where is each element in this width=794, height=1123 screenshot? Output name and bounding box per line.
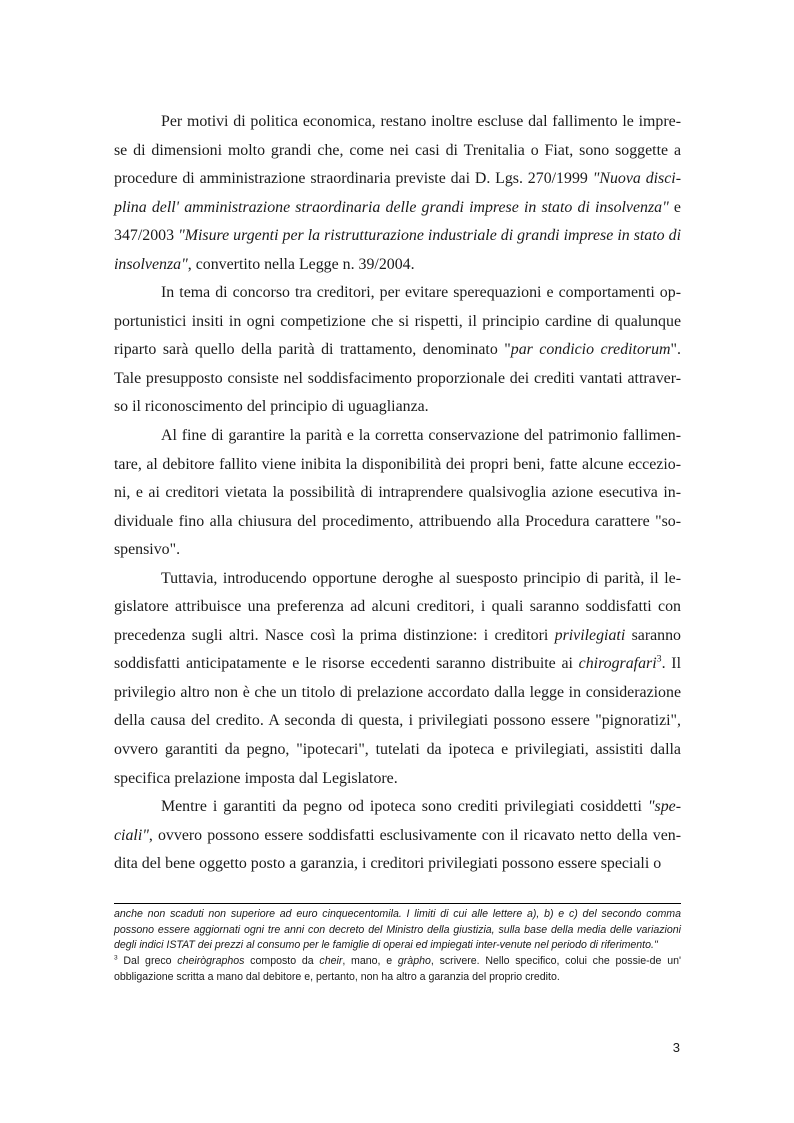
footnote-3-text: Dal greco — [117, 955, 178, 968]
chirografari-term: chirografari — [578, 655, 657, 673]
paragraph-3-text: Al fine di garantire la parità e la corretta conservazione del patrimonio fallimen-tare, al debitore fallito viene inibita la disponibilità dei propri beni, fatte alcune eccezio-ni, e ai creditori vietata la possibilità di intraprendere qualsivoglia azione esecutiva in-dividuale fino alla chiusura del procedimento, attribuendo alla Procedura carattere "so-spensivo". — [114, 427, 681, 559]
privilegiati-term: privilegiati — [554, 626, 626, 644]
footnote-3 — [114, 954, 681, 985]
law-title-270-1999: "Nuova disci-plina dell' amministrazione straordinaria delle grandi imprese in stato di insolvenza" — [114, 170, 681, 216]
law-title-347-2003: "Misure urgenti per la ristrutturazione industriale di grandi imprese in stato di insolvenza" — [114, 227, 681, 273]
paragraph-5-text: , ovvero possono essere soddisfatti esclusivamente con il ricavato netto della ven-dita del bene oggetto posto a garanzia, i creditori privilegiati possono essere speciali o — [114, 826, 681, 873]
paragraph-2-text: In tema di concorso tra creditori, per evitare sperequazioni e comportamenti op-portunistici insiti in ogni competizione che si rispetti, il principio cardine di qualunque riparto sarà quello della parità di trattamento, denominato " — [114, 284, 681, 359]
paragraph-5-text: Mentre i garantiti da pegno od ipoteca sono crediti privilegiati cosiddetti — [161, 798, 648, 816]
paragraph-4-text: saranno soddisfatti anticipatamente e le risorse eccedenti saranno distribuite ai — [114, 626, 682, 673]
paragraph-2 — [114, 279, 681, 422]
paragraph-4-text: . Il privilegio altro non è che un titolo di prelazione accordato dalla legge in considerazione della causa del credito. A seconda di questa, i privilegiati possono essere "pignoratizi", ovvero garantiti da pegno, "ipotecari", tutelati da ipoteca e privilegiati, assistiti dalla specifica prelazione imposta dal Legislatore. — [114, 655, 681, 787]
footnote-separator — [114, 903, 681, 904]
paragraph-1-text: e 347/2003 — [114, 198, 681, 245]
par-condicio-term: par condicio creditorum — [510, 341, 671, 359]
paragraph-1 — [114, 108, 681, 279]
footnote-ref-3[interactable]: 3 — [656, 654, 662, 666]
paragraph-4-text: Tuttavia, introducendo opportune deroghe al suesposto principio di parità, il le-gislatore attribuisce una preferenza ad alcuni creditori, i quali saranno soddisfatti con precedenza sugli altri. Nasce così la prima distinzione: i creditori — [114, 569, 681, 644]
speciali-term: "spe-ciali" — [114, 798, 681, 844]
page-number: 3 — [672, 1040, 680, 1055]
footnote-continued-text: anche non scaduti non superiore ad euro cinquecentomila. I limiti di cui alle lettere a), b) e c) del secondo comma possono essere aggiornati ogni tre anni con decreto del Ministro della giustizia, sulla base della media delle variazioni degli indici ISTAT dei prezzi al consumo per le famiglie di operai ed impiegati inter-venute nel periodo di riferimento." — [114, 908, 681, 952]
footnote-3-text: , mano, e — [342, 955, 398, 968]
body-text — [114, 108, 681, 879]
footnote-3-text: , scrivere. Nello specifico, colui che possie-de un' obbligazione scritta a mano dal debitore e, pertanto, non ha altro a garanzia del proprio credito. — [114, 955, 681, 983]
paragraph-3 — [114, 422, 681, 565]
paragraph-2-text: ". Tale presupposto consiste nel soddisfacimento proporzionale dei crediti vantati attraver-so il riconoscimento del principio di uguaglianza. — [114, 341, 681, 416]
paragraph-1-text: Per motivi di politica economica, restano inoltre escluse dal fallimento le impre-se di dimensioni molto grandi che, come nei casi di Trenitalia o Fiat, sono soggette a procedure di amministrazione straordinaria previste dai D. Lgs. 270/1999 — [114, 113, 681, 188]
footnote-3-number: 3 — [114, 954, 118, 962]
footnote-3-term: cheir — [319, 955, 343, 968]
paragraph-1-text: , convertito nella Legge n. 39/2004. — [187, 255, 415, 273]
footnote-3-term: cheirògraphos — [177, 955, 245, 968]
footnotes — [114, 907, 681, 986]
paragraph-4 — [114, 565, 681, 793]
footnote-continued — [114, 907, 681, 954]
footnote-3-text: composto da — [244, 955, 320, 968]
paragraph-5 — [114, 793, 681, 879]
footnote-3-term: gràpho — [397, 955, 431, 968]
